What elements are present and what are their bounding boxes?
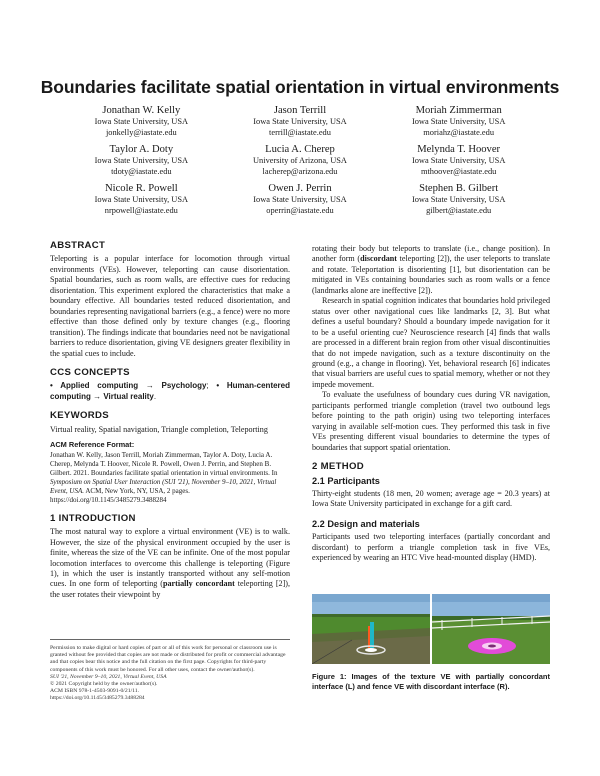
abstract-heading: ABSTRACT	[50, 240, 106, 251]
author-email[interactable]: lacherep@arizona.edu	[262, 166, 338, 176]
author-affiliation: Iowa State University, USA	[253, 195, 347, 204]
ccs-separator: ;	[206, 381, 217, 391]
author-4	[62, 143, 221, 177]
author-name: Jason Terrill	[273, 105, 327, 116]
left-column	[50, 241, 290, 600]
author-affiliation: Iowa State University, USA	[94, 195, 189, 204]
author-name: Taylor A. Doty	[109, 144, 174, 155]
intro-term-discordant: discordant	[360, 254, 397, 264]
author-name: Nicole R. Powell	[104, 183, 178, 194]
author-name: Moriah Zimmerman	[415, 105, 502, 116]
author-affiliation: Iowa State University, USA	[94, 117, 189, 126]
introduction-heading: 1 INTRODUCTION	[50, 512, 136, 524]
permission-block	[50, 645, 290, 703]
intro-text-b: teleporting [2]), the user rotates their viewpoint by	[50, 579, 290, 599]
permission-doi[interactable]: https://doi.org/10.1145/3485279.3488284	[50, 695, 145, 702]
author-1	[62, 104, 221, 138]
author-name: Stephen B. Gilbert	[419, 183, 499, 194]
intro-term-partially-concordant: partially concordant	[163, 579, 235, 589]
author-email[interactable]: tdoty@iastate.edu	[111, 166, 172, 176]
author-email[interactable]: jonkelly@iastate.edu	[105, 127, 177, 137]
fence-ve-scene	[432, 594, 550, 664]
paper-title: Boundaries facilitate spatial orientation in virtual environments	[40, 77, 560, 97]
author-email[interactable]: operrin@iastate.edu	[266, 205, 334, 215]
author-name: Lucia A. Cherep	[265, 144, 335, 155]
author-affiliation: Iowa State University, USA	[411, 195, 506, 204]
author-email[interactable]: moriahz@iastate.edu	[423, 127, 495, 137]
introduction-paragraph-2: Research in spatial cognition indicates that boundaries hold privileged status over other navigational cues like landmarks [2, 3]. But what defines a useful boundary? Should a boundary impede navigation for it to be a useful orienting cue? Neuroscience research [4] finds that walls are processed in a different brain region from other visual discontinuities that do not impede navigation, such as a texture discontinuity on the ground (e.g., a change in flooring). Yet, behavioral research [6] indicates that visual barriers are useful cues to spatial memory, whether or not they impede movement.	[312, 296, 550, 389]
author-3	[379, 104, 538, 138]
introduction-paragraph-3: To evaluate the usefulness of boundary cues during VR navigation, participants performed triangle completion (travel two outbound legs before pointing to the path origin) using two teleporting interfaces varying in available self-motion cues. They performed this task in five VEs presenting different visual boundaries to determine the types of boundaries that support spatial orientation.	[312, 390, 550, 452]
figure-fence-ve-image	[432, 594, 550, 664]
author-affiliation: Iowa State University, USA	[94, 156, 189, 165]
reference-format-text	[50, 451, 290, 505]
ccs-item-2: • Human-centered computing → Virtual reality	[50, 381, 291, 401]
author-affiliation: Iowa State University, USA	[411, 117, 506, 126]
author-email[interactable]: terrill@iastate.edu	[269, 127, 331, 137]
texture-ve-scene	[312, 594, 430, 664]
author-affiliation: Iowa State University, USA	[411, 156, 506, 165]
author-name: Jonathan W. Kelly	[102, 105, 181, 116]
permission-venue: SUI '21, November 9–10, 2021, Virtual Event, USA	[50, 673, 167, 680]
ccs-concepts	[50, 381, 290, 402]
author-8	[221, 182, 380, 216]
right-column	[312, 244, 550, 564]
design-heading: 2.2 Design and materials	[312, 518, 420, 529]
author-5	[221, 143, 380, 177]
figure-1-caption: Figure 1: Images of the texture VE with partially concordant interface (L) and fence VE with discordant interface (R).	[312, 672, 550, 691]
reference-venue: Symposium on Spatial User Interaction (SUI '21), November 9–10, 2021, Virtual Event, USA.	[50, 477, 277, 495]
ccs-end: .	[153, 391, 157, 401]
intro-text-a: The most natural way to explore a virtual environment (VE) is to walk. However, the size of the physical environment occupied by the user is finite, whereas the size of the VE can be infinite. One of the most popular locomotion interfaces to overcome this challenge is teleporting (Figure 1), in which the user is instantly transported without any self-motion cues. In one form of teleporting (	[50, 527, 290, 589]
author-name: Melynda T. Hoover	[417, 144, 501, 155]
ccs-item-1: • Applied computing → Psychology	[50, 381, 207, 391]
author-name: Owen J. Perrin	[268, 183, 332, 194]
reference-text-b: ACM, New York, NY, USA, 2 pages. https://doi.org/10.1145/3485279.3488284	[50, 486, 190, 504]
introduction-paragraph-1	[50, 527, 290, 600]
author-2	[221, 104, 380, 138]
author-affiliation: Iowa State University, USA	[253, 117, 347, 126]
keywords-heading: KEYWORDS	[50, 410, 109, 422]
intro-cont-b: teleporting [2]), the user teleports to translate and rotate. Teleportation is disorienting [1], but disorientation can be mitigated in VEs containing boundaries such as room walls or a fence (landmarks alone are ineffective [2]).	[312, 254, 550, 295]
footnote-divider	[50, 639, 290, 640]
introduction-paragraph-1-cont	[312, 244, 550, 296]
reference-format-heading: ACM Reference Format:	[50, 440, 135, 450]
author-7	[62, 182, 221, 216]
author-6	[379, 143, 538, 177]
reference-text-a: Jonathan W. Kelly, Jason Terrill, Moriah Zimmerman, Taylor A. Doty, Lucia A. Cherep, Melynda T. Hoover, Nicole R. Powell, Owen J. Perrin, and Stephen B. Gilbert. 2021. Boundaries facilitate spatial orientation in virtual environments. In	[50, 450, 278, 477]
permission-isbn: ACM ISBN 978-1-4503-9091-0/21/11.	[50, 688, 140, 695]
figure-1	[312, 594, 550, 664]
abstract-text: Teleporting is a popular interface for locomotion through virtual environments (VEs). However, teleporting can cause disorientation. Spatial boundaries, such as room walls, are effective cues for reducing disorientation. This experiment explored the characteristics that make a boundary effective. All boundaries tested reduced disorientation, and boundaries representing navigational barriers (e.g., a fence) were no more effective than those defined only by texture changes (e.g., flooring transition). The findings indicate that boundaries need not be navigational barriers to reduce disorientation, giving VE designers greater flexibility in the spatial cues to include.	[50, 254, 290, 358]
author-block	[62, 104, 538, 216]
author-9	[379, 182, 538, 216]
author-affiliation: University of Arizona, USA	[253, 156, 347, 165]
permission-copyright: © 2021 Copyright held by the owner/author(s).	[50, 681, 158, 688]
permission-text: Permission to make digital or hard copies of part or all of this work for personal or classroom use is granted without fee provided that copies are not made or distributed for profit or commercial advantage and that copies bear this notice and the full citation on the first page. Copyrights for third-party components of this work must be honored. For all other uses, contact the owner/author(s).	[50, 645, 286, 673]
participants-heading: 2.1 Participants	[312, 475, 380, 486]
author-email[interactable]: mthoover@iastate.edu	[420, 166, 497, 176]
author-email[interactable]: gilbert@iastate.edu	[426, 205, 492, 215]
keywords-text: Virtual reality, Spatial navigation, Triangle completion, Teleporting	[50, 424, 268, 434]
design-text: Participants used two teleporting interfaces (partially concordant and discordant) to perform a triangle completion task in five VEs, experienced by wearing an HTC Vive head-mounted display (HMD).	[312, 532, 550, 563]
ccs-heading: CCS CONCEPTS	[50, 366, 130, 378]
method-heading: 2 METHOD	[312, 461, 364, 473]
participants-text: Thirty-eight students (18 men, 20 women; average age = 20.3 years) at Iowa State University participated in exchange for a gift card.	[312, 488, 550, 509]
author-email[interactable]: nrpowell@iastate.edu	[104, 205, 178, 215]
figure-texture-ve-image	[312, 594, 430, 664]
intro-cont-a: rotating their body but teleports to translate (i.e., change position). In another form (	[312, 244, 550, 264]
